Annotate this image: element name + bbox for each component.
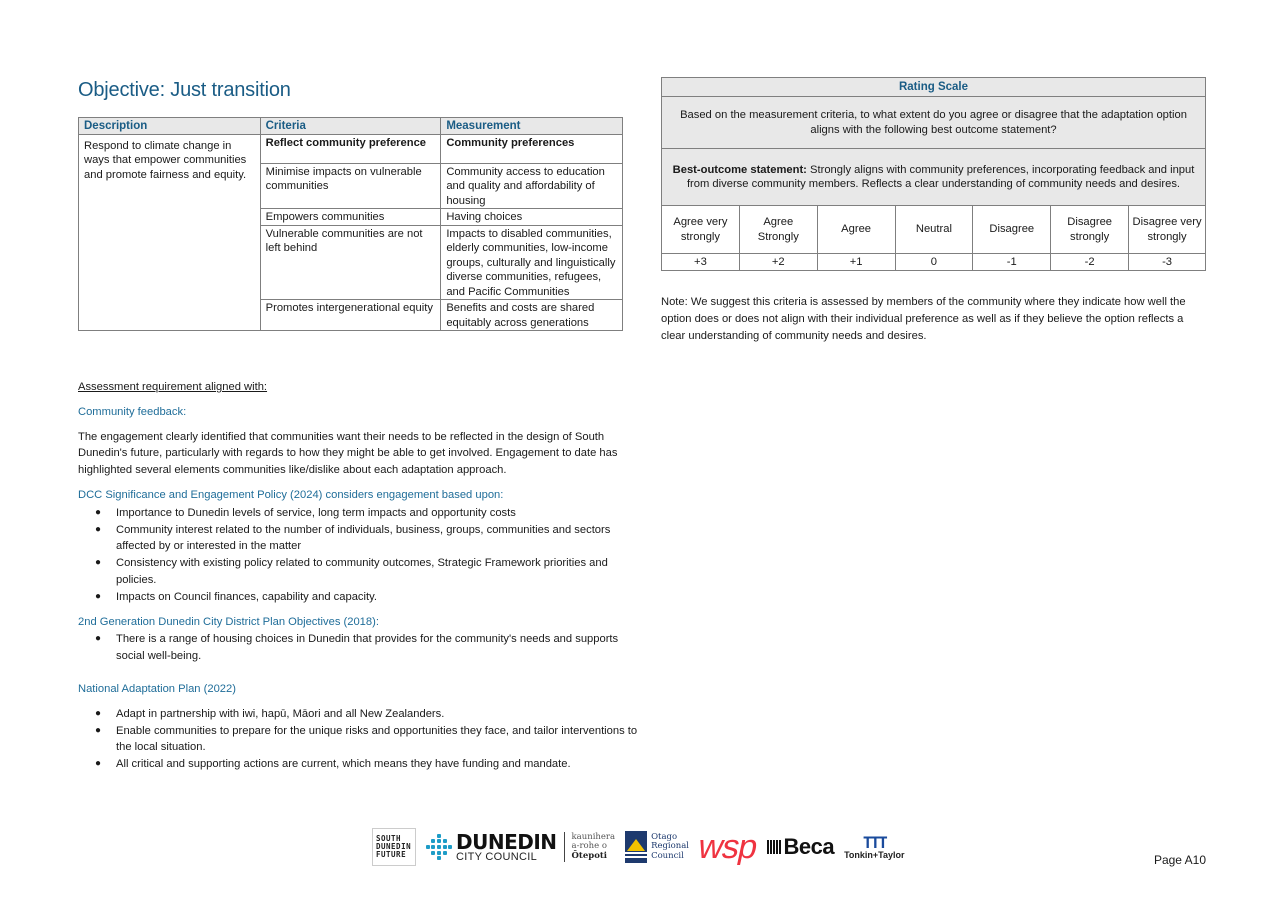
wsp-logo: wsp <box>694 828 761 866</box>
list-item: ● Consistency with existing policy related to community outcomes, Strategic Framework priorities and policies. <box>95 557 608 586</box>
orc-emblem-icon <box>625 831 647 863</box>
rating-scale-table <box>661 77 1206 271</box>
tt-emblem-icon: TTT <box>862 832 886 852</box>
scale-label: Disagree <box>973 206 1051 254</box>
south-dunedin-future-logo: SOUTH DUNEDIN FUTURE <box>372 828 416 866</box>
dunedin-city-council-logo: DUNEDIN CITY COUNCIL kaunihera a-rohe o Ōtepoti <box>426 832 615 863</box>
bullet-icon: ● <box>95 506 102 518</box>
statement-text: Strongly aligns with community preferences, incorporating feedback and input from diverse community members. Reflects a clear understanding of community needs and desires. <box>686 163 1195 190</box>
community-feedback-heading: Community feedback: <box>78 405 187 418</box>
partner-logos <box>372 827 905 867</box>
dcc-emblem-icon <box>426 834 452 860</box>
dcc-policy-list <box>78 505 638 606</box>
bullet-icon: ● <box>95 758 102 770</box>
district-plan-list <box>78 631 638 665</box>
scale-score: -1 <box>973 254 1051 271</box>
nap-heading: National Adaptation Plan (2022) <box>78 682 236 695</box>
assessment-heading: Assessment requirement aligned with: <box>78 381 268 393</box>
description-cell: Respond to climate change in ways that empower communities and promote fairness and equity. <box>79 134 261 331</box>
list-item: ● Impacts on Council finances, capability and capacity. <box>78 589 638 606</box>
header-criteria: Criteria <box>260 118 441 135</box>
nap-list <box>78 706 638 773</box>
page-number: Page A10 <box>1153 853 1206 867</box>
dcc-policy-heading: DCC Significance and Engagement Policy (2024) considers engagement based upon: <box>78 488 504 501</box>
statement-label: Best-outcome statement: <box>672 163 807 176</box>
measurement-cell: Benefits and costs are shared equitably across generations <box>441 300 623 331</box>
scale-label: Agree <box>817 206 895 254</box>
criteria-cell: Vulnerable communities are not left behind <box>260 225 441 300</box>
header-measurement: Measurement <box>441 118 623 135</box>
scale-score: -3 <box>1129 254 1206 271</box>
community-feedback-body: The engagement clearly identified that communities want their needs to be reflected in the design of South Dunedin's future, particularly with regards to how they might be able to get involved. Engagement to date has highlighted several elements communities like/dislike about each adaptation approach. <box>78 430 618 477</box>
list-item: ● Enable communities to prepare for the unique risks and opportunities they face, and tailor interventions to the local situation. <box>95 724 638 754</box>
tonkin-taylor-logo: TTT Tonkin+Taylor <box>844 832 905 860</box>
scale-score: +2 <box>739 254 817 271</box>
scale-score: -2 <box>1051 254 1129 271</box>
table-row <box>79 134 623 163</box>
scale-label: Disagree strongly <box>1051 206 1129 254</box>
list-item: ● Importance to Dunedin levels of service, long term impacts and opportunity costs <box>78 505 638 522</box>
measurement-cell: Impacts to disabled communities, elderly communities, low-income groups, culturally and linguistically diverse communities, refugees, and Pacific Communities <box>441 225 623 300</box>
bullet-icon: ● <box>95 633 102 645</box>
criteria-cell: Reflect community preference <box>260 134 441 163</box>
beca-emblem-icon <box>767 840 781 854</box>
page-title: Objective: Just transition <box>78 79 291 101</box>
scale-label: Agree very strongly <box>662 206 740 254</box>
scale-labels-row <box>662 206 1206 254</box>
criteria-cell: Empowers communities <box>260 209 441 226</box>
measurement-cell: Having choices <box>441 209 623 226</box>
bullet-icon: ● <box>95 707 102 719</box>
bullet-icon: ● <box>95 724 102 736</box>
rating-scale-header: Rating Scale <box>662 78 1206 97</box>
bullet-icon: ● <box>95 523 102 535</box>
rating-question: Based on the measurement criteria, to what extent do you agree or disagree that the adaptation option aligns with the following best outcome statement? <box>662 97 1206 149</box>
assessment-section <box>78 379 638 781</box>
scale-scores-row <box>662 254 1206 271</box>
scale-label: Disagree very strongly <box>1129 206 1206 254</box>
measurement-cell: Community access to education and quality and affordability of housing <box>441 163 623 209</box>
measurement-cell: Community preferences <box>441 134 623 163</box>
scale-score: +3 <box>662 254 740 271</box>
beca-logo: Beca <box>767 834 835 860</box>
objective-table-header <box>79 118 623 135</box>
otago-regional-council-logo: Otago Regional Council <box>625 831 689 863</box>
list-item: ● All critical and supporting actions are current, which means they have funding and mandate. <box>78 756 638 773</box>
list-item: ● Community interest related to the number of individuals, business, groups, communities and sectors affected by or interested in the matter <box>95 523 611 553</box>
header-description: Description <box>79 118 261 135</box>
scale-score: +1 <box>817 254 895 271</box>
district-plan-heading: 2nd Generation Dunedin City District Plan Objectives (2018): <box>78 615 379 628</box>
best-outcome-statement <box>662 149 1206 206</box>
scale-score: 0 <box>895 254 973 271</box>
scale-label: Agree Strongly <box>739 206 817 254</box>
scale-label: Neutral <box>895 206 973 254</box>
bullet-icon: ● <box>95 590 102 602</box>
criteria-cell: Minimise impacts on vulnerable communities <box>260 163 441 209</box>
criteria-cell: Promotes intergenerational equity <box>260 300 441 331</box>
list-item: ● There is a range of housing choices in Dunedin that provides for the community's needs and supports social well-being. <box>95 633 619 663</box>
list-item: ● Adapt in partnership with iwi, hapū, Māori and all New Zealanders. <box>78 706 638 723</box>
bullet-icon: ● <box>95 557 102 569</box>
note-text: Note: We suggest this criteria is assessed by members of the community where they indicate how well the option does or does not align with their individual preference as well as if they believe the option reflects a clear understanding of community needs and desires. <box>661 296 1186 342</box>
objective-table <box>78 117 623 331</box>
